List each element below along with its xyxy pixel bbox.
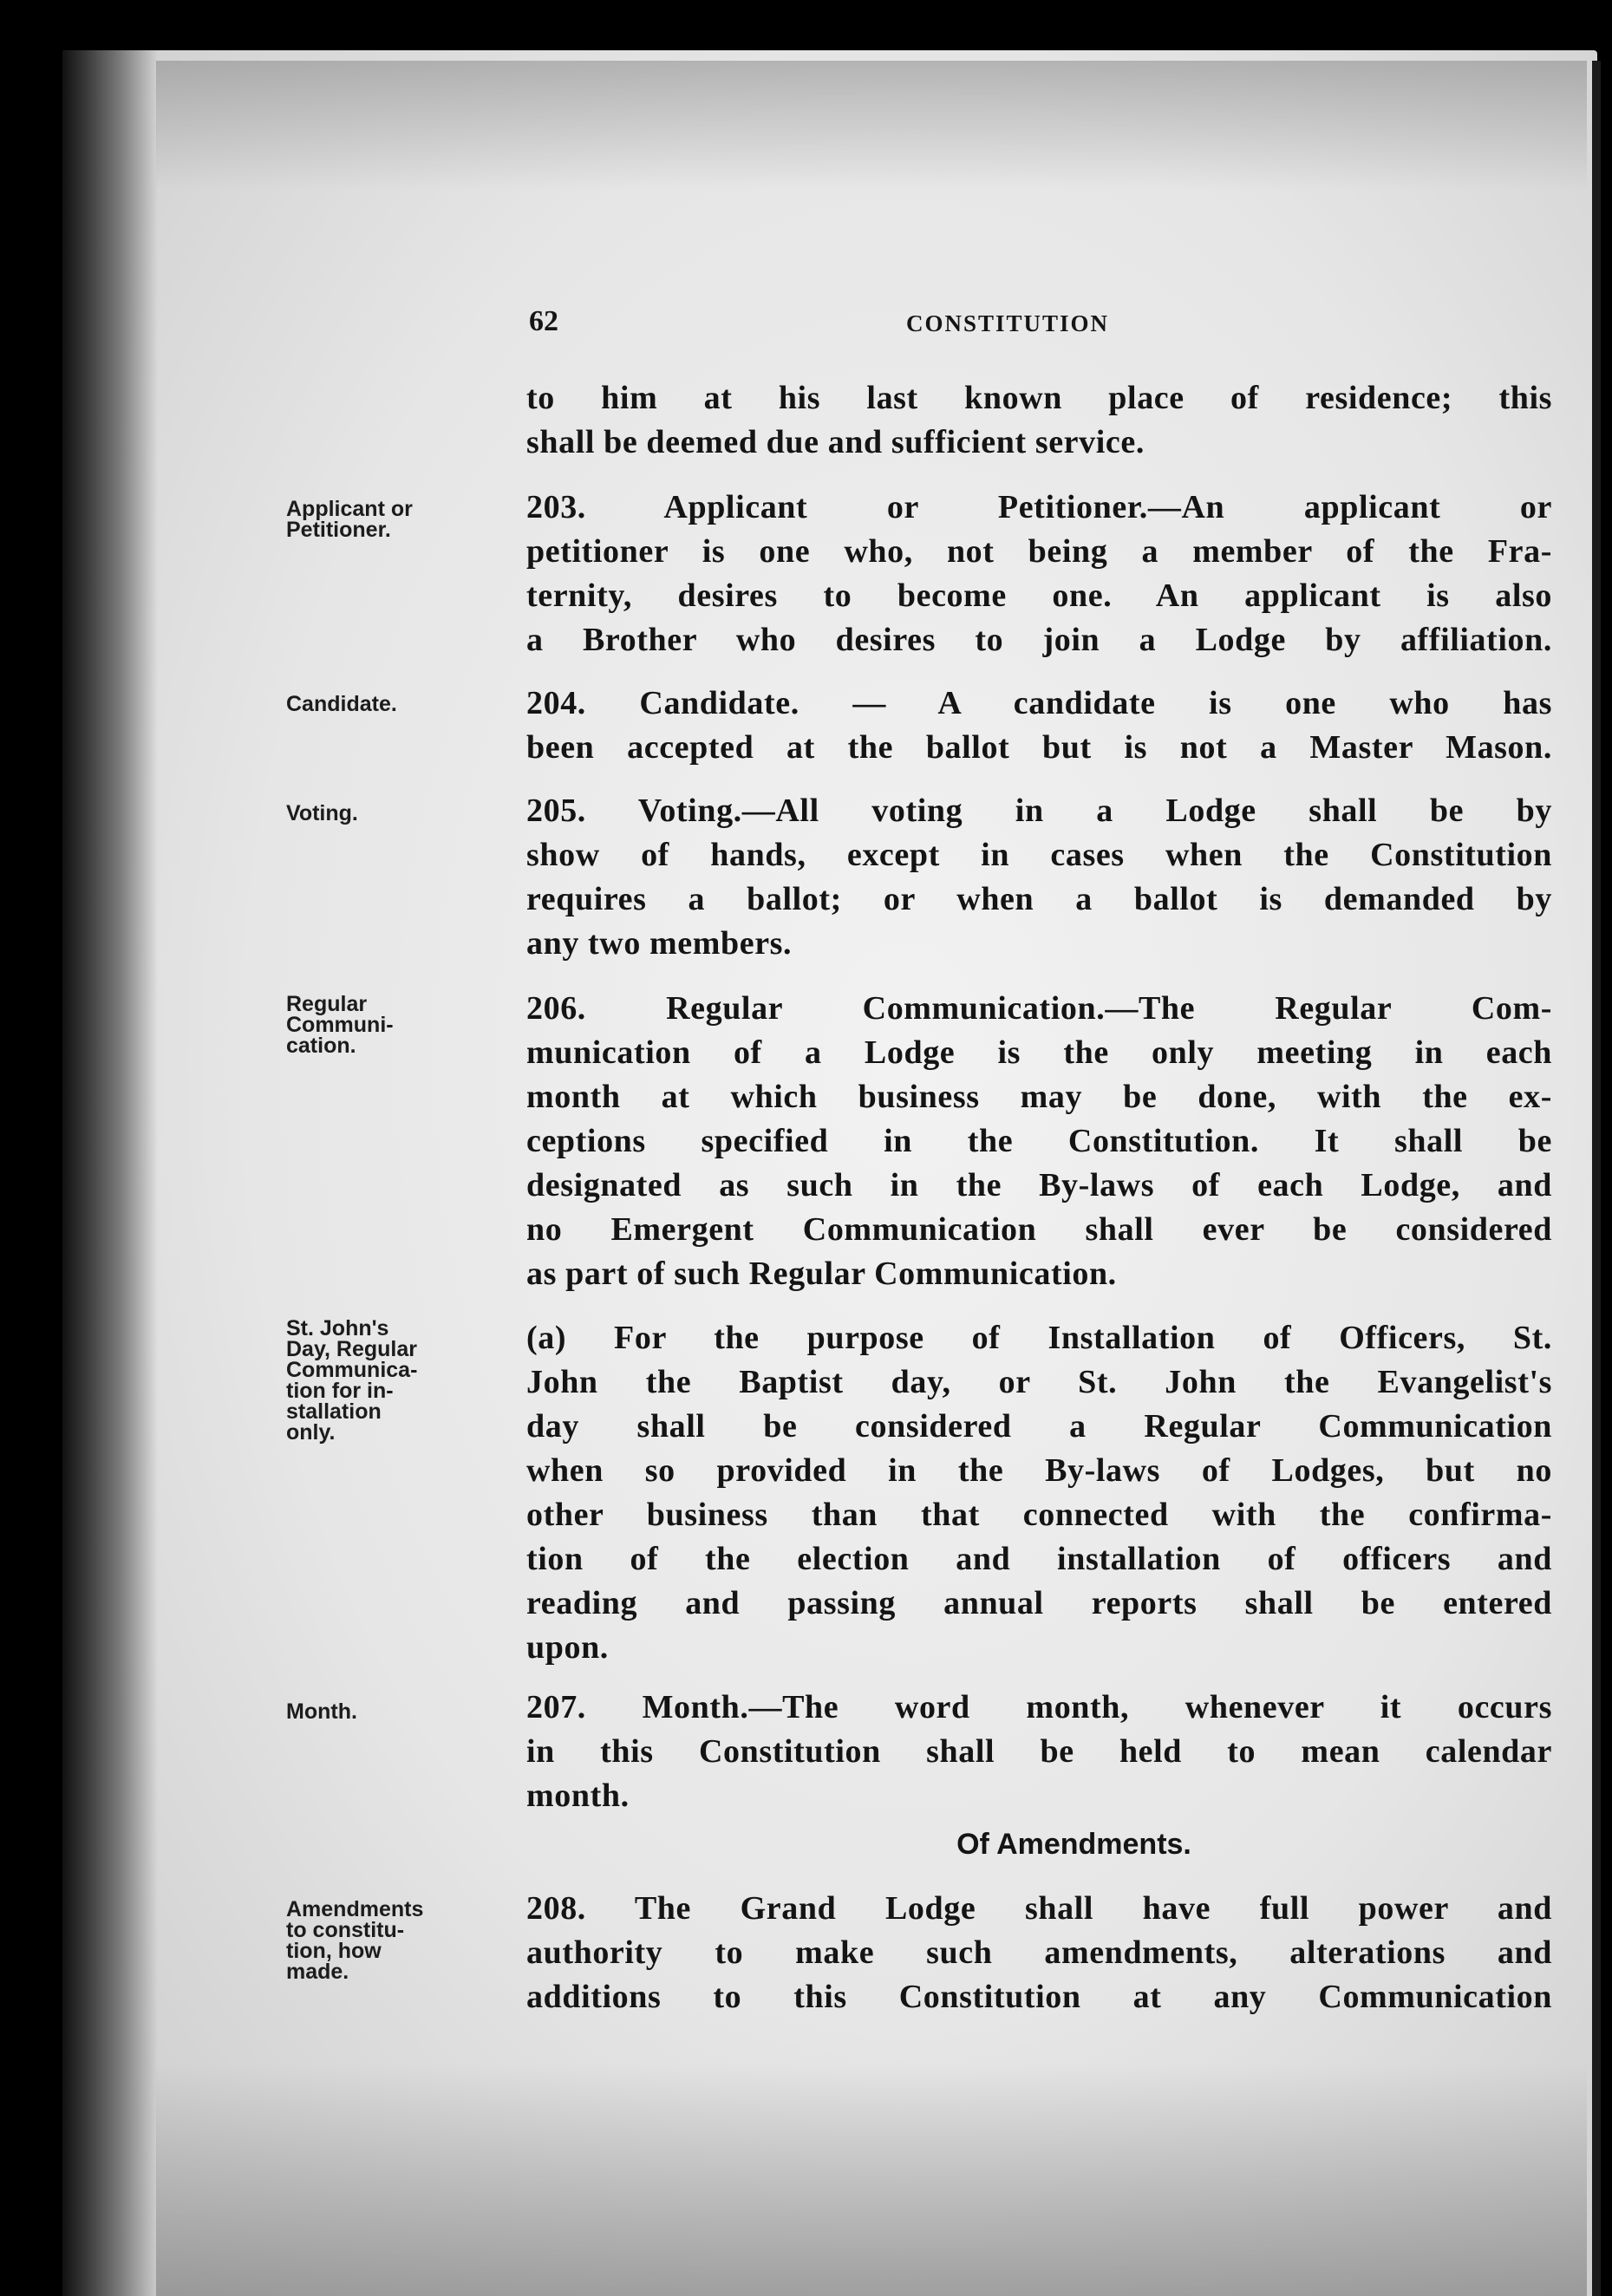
margin-note-line: Communi-	[286, 1013, 394, 1037]
book-spine-shadow	[62, 50, 158, 2296]
paragraph-continuation	[526, 376, 1552, 465]
margin-note-line: Petitioner.	[286, 518, 391, 542]
paragraph-207	[526, 1686, 1552, 1818]
margin-note-line: Regular	[286, 992, 368, 1016]
scan-noise-top	[156, 61, 1587, 191]
margin-note-line: tion, how	[286, 1939, 382, 1963]
margin-note-line: made.	[286, 1960, 349, 1984]
text-line: other business than that connected with the confirma-	[526, 1497, 1552, 1533]
margin-note-line: tion for in-	[286, 1379, 394, 1403]
paragraph-206a	[526, 1316, 1552, 1670]
running-head: CONSTITUTION	[906, 310, 1110, 336]
margin-note-line: St. John's	[286, 1316, 389, 1340]
text-line: as part of such Regular Communication.	[526, 1256, 1117, 1292]
margin-note-line: Candidate.	[286, 692, 397, 716]
text-line: to him at his last known place of residence; this	[526, 380, 1552, 416]
text-line: authority to make such amendments, alterations and	[526, 1934, 1552, 1971]
text-line: shall be deemed due and sufficient service.	[526, 424, 1145, 460]
text-line: day shall be considered a Regular Communication	[526, 1408, 1552, 1445]
text-line: additions to this Constitution at any Communication	[526, 1979, 1552, 2015]
text-line: 204. Candidate. — A candidate is one who has	[526, 685, 1552, 721]
paragraph-203	[526, 486, 1552, 662]
text-line: show of hands, except in cases when the Constitution	[526, 837, 1552, 873]
text-line: month at which business may be done, with the ex-	[526, 1079, 1552, 1115]
text-line: requires a ballot; or when a ballot is demanded by	[526, 881, 1552, 917]
paragraph-204	[526, 682, 1552, 770]
margin-note-line: Communica-	[286, 1358, 418, 1382]
text-line: tion of the election and installation of officers and	[526, 1541, 1552, 1577]
section-heading-amendments	[526, 1828, 1552, 1862]
text-line: 208. The Grand Lodge shall have full power and	[526, 1890, 1552, 1927]
paragraph-205	[526, 789, 1552, 966]
text-line: petitioner is one who, not being a member of the Fra-	[526, 533, 1552, 570]
text-line: in this Constitution shall be held to mean calendar	[526, 1733, 1552, 1770]
text-line: ternity, desires to become one. An applicant is also	[526, 577, 1552, 614]
text-line: 203. Applicant or Petitioner.—An applicant or	[526, 489, 1552, 525]
text-line: 206. Regular Communication.—The Regular Com-	[526, 990, 1552, 1027]
text-line: munication of a Lodge is the only meeting in each	[526, 1034, 1552, 1071]
margin-note-applicant	[286, 499, 512, 540]
margin-note-line: cation.	[286, 1034, 356, 1058]
margin-note-line: stallation	[286, 1399, 382, 1424]
margin-note-line: to constitu-	[286, 1918, 405, 1942]
text-line: when so provided in the By-laws of Lodges, but no	[526, 1452, 1552, 1489]
text-line: a Brother who desires to join a Lodge by affiliation.	[526, 622, 1552, 658]
text-line: been accepted at the ballot but is not a Master Mason.	[526, 729, 1552, 766]
text-line: ceptions specified in the Constitution. It shall be	[526, 1123, 1552, 1159]
margin-note-line: only.	[286, 1420, 336, 1445]
margin-note-st-johns-day	[286, 1318, 512, 1443]
text-line: (a) For the purpose of Installation of Officers, St.	[526, 1320, 1552, 1356]
text-line: 205. Voting.—All voting in a Lodge shall be by	[526, 793, 1552, 829]
text-line: designated as such in the By-laws of each Lodge, and	[526, 1167, 1552, 1203]
margin-note-month	[286, 1701, 512, 1722]
page-number: 62	[529, 305, 558, 337]
margin-note-line: Applicant or	[286, 497, 413, 521]
paragraph-206	[526, 987, 1552, 1296]
text-line: month.	[526, 1777, 630, 1814]
margin-note-line: Day, Regular	[286, 1337, 417, 1361]
margin-note-candidate	[286, 694, 512, 714]
margin-note-amendments	[286, 1899, 512, 1982]
text-line: no Emergent Communication shall ever be considered	[526, 1211, 1552, 1248]
page-edge	[1592, 61, 1601, 2296]
text-line: 207. Month.—The word month, whenever it occurs	[526, 1689, 1552, 1725]
margin-note-voting	[286, 803, 512, 824]
margin-note-regular-communication	[286, 994, 512, 1056]
text-line: John the Baptist day, or St. John the Evangelist's	[526, 1364, 1552, 1400]
margin-note-line: Amendments	[286, 1897, 424, 1921]
margin-note-line: Voting.	[286, 801, 358, 825]
page-header	[529, 305, 1552, 340]
scan-noise-bottom	[156, 2064, 1587, 2296]
heading-text: Of Amendments.	[956, 1828, 1191, 1861]
text-line: reading and passing annual reports shall be entered	[526, 1585, 1552, 1621]
paragraph-208	[526, 1887, 1552, 2019]
margin-note-line: Month.	[286, 1699, 357, 1724]
text-line: any two members.	[526, 925, 793, 962]
text-line: upon.	[526, 1629, 609, 1666]
